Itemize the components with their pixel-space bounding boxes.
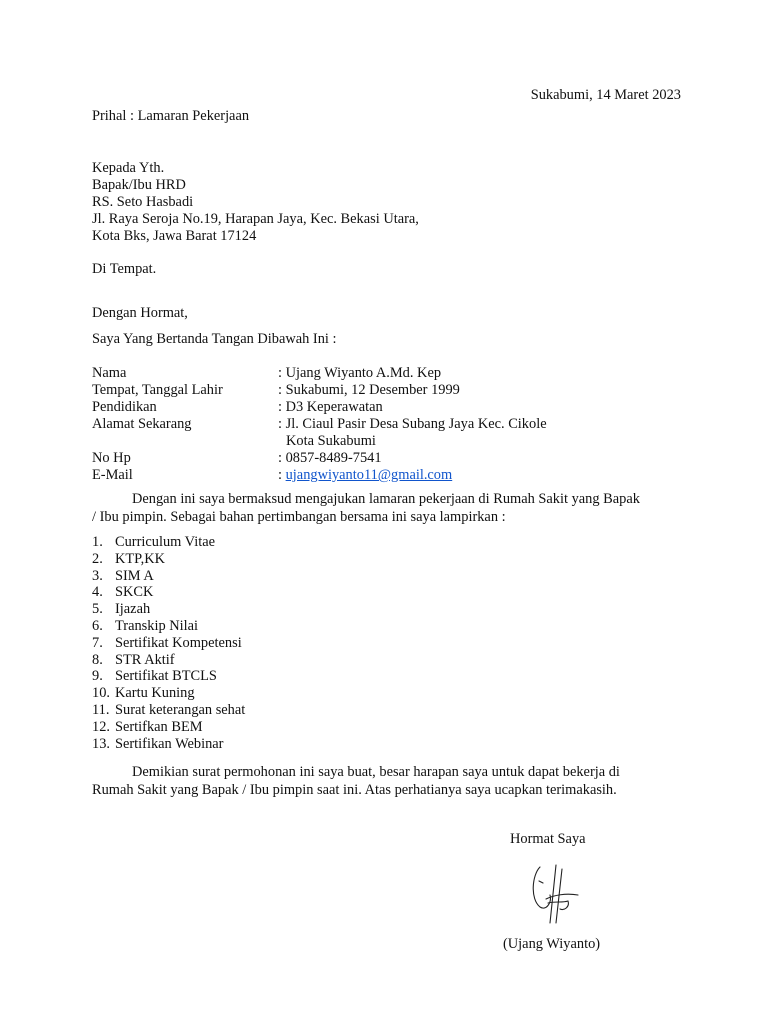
list-number: 1. (92, 534, 103, 550)
recipient-line: Kota Bks, Jawa Barat 17124 (92, 228, 257, 244)
address-line-2: Kota Sukabumi (286, 433, 376, 449)
detail-row-email (92, 467, 547, 484)
intro-line: Saya Yang Bertanda Tangan Dibawah Ini : (92, 331, 337, 347)
detail-value: : Sukabumi, 12 Desember 1999 (278, 382, 460, 398)
letter-subject: Prihal : Lamaran Pekerjaan (92, 108, 250, 124)
recipient-line: Jl. Raya Seroja No.19, Harapan Jaya, Kec. Bekasi Utara, (92, 211, 419, 227)
list-item (92, 618, 245, 635)
address-line-1: : Jl. Ciaul Pasir Desa Subang Jaya Kec. Cikole (278, 416, 547, 432)
list-number: 6. (92, 617, 103, 634)
detail-value: : 0857-8489-7541 (278, 450, 382, 466)
detail-label: Alamat Sekarang (92, 416, 192, 432)
recipient-line: RS. Seto Hasbadi (92, 194, 194, 210)
list-text: SIM A (115, 567, 154, 584)
list-number: 7. (92, 634, 103, 651)
list-number: 5. (92, 601, 103, 618)
list-text: Surat keterangan sehat (115, 701, 246, 718)
list-item (92, 635, 245, 652)
detail-row-ttl (92, 382, 547, 399)
detail-row-hp (92, 450, 547, 467)
list-text: Sertifkan BEM (115, 718, 203, 735)
list-text: Kartu Kuning (115, 685, 195, 702)
list-item (92, 685, 245, 702)
signature-name: (Ujang Wiyanto) (503, 936, 601, 952)
list-number: 3. (92, 567, 103, 584)
detail-value: : D3 Keperawatan (278, 399, 383, 415)
list-number: 2. (92, 550, 103, 567)
list-number: 4. (92, 584, 103, 601)
paragraph-line: Demikian surat permohonan ini saya buat, besar harapan saya untuk dapat bekerja di (132, 764, 620, 780)
list-text: Ijazah (115, 601, 151, 618)
detail-label: Pendidikan (92, 399, 157, 415)
list-number: 9. (92, 668, 103, 685)
email-link[interactable]: ujangwiyanto11@gmail.com (285, 467, 453, 483)
email-prefix: : (278, 467, 286, 483)
list-item (92, 736, 245, 753)
list-text: KTP,KK (115, 550, 165, 567)
body-paragraph-1 (92, 490, 692, 526)
body-paragraph-2 (92, 763, 692, 799)
list-text: STR Aktif (115, 651, 175, 668)
detail-value: : Ujang Wiyanto A.Md. Kep (278, 365, 442, 381)
paragraph-line: / Ibu pimpin. Sebagai bahan pertimbangan bersama ini saya lampirkan : (92, 509, 506, 525)
list-item (92, 534, 245, 551)
list-item (92, 719, 245, 736)
detail-row-pendidikan (92, 399, 547, 416)
signature-icon (526, 857, 582, 929)
list-item (92, 568, 245, 585)
detail-row-alamat (92, 416, 547, 450)
list-item (92, 668, 245, 685)
recipient-line: Kepada Yth. (92, 160, 165, 176)
list-number: 12. (92, 718, 110, 735)
list-text: Curriculum Vitae (115, 534, 215, 550)
list-text: SKCK (115, 584, 154, 601)
paragraph-line: Dengan ini saya bermaksud mengajukan lamaran pekerjaan di Rumah Sakit yang Bapak (132, 491, 640, 507)
list-number: 13. (92, 735, 110, 752)
list-item (92, 584, 245, 601)
attachment-list (92, 534, 245, 752)
di-tempat: Di Tempat. (92, 261, 157, 277)
detail-label: Tempat, Tanggal Lahir (92, 382, 223, 398)
recipient-block (92, 160, 419, 245)
recipient-line: Bapak/Ibu HRD (92, 177, 186, 193)
applicant-details (92, 365, 547, 484)
list-number: 8. (92, 651, 103, 668)
list-number: 10. (92, 685, 110, 702)
detail-row-nama (92, 365, 547, 382)
list-text: Sertifikan Webinar (115, 735, 224, 752)
closing: Hormat Saya (510, 831, 586, 847)
list-text: Sertifikat BTCLS (115, 668, 217, 685)
detail-label: E-Mail (92, 467, 133, 483)
list-text: Transkip Nilai (115, 617, 199, 634)
paragraph-line: Rumah Sakit yang Bapak / Ibu pimpin saat ini. Atas perhatianya saya ucapkan terimakasih. (92, 782, 617, 798)
list-item (92, 702, 245, 719)
place-date: Sukabumi, 14 Maret 2023 (530, 87, 681, 103)
detail-value-address (278, 416, 547, 450)
list-item (92, 652, 245, 669)
detail-value-email (278, 467, 452, 484)
list-item (92, 551, 245, 568)
detail-label: No Hp (92, 450, 131, 466)
salutation: Dengan Hormat, (92, 305, 188, 321)
detail-label: Nama (92, 365, 127, 381)
list-text: Sertifikat Kompetensi (115, 634, 242, 651)
list-item (92, 601, 245, 618)
list-number: 11. (92, 701, 110, 718)
